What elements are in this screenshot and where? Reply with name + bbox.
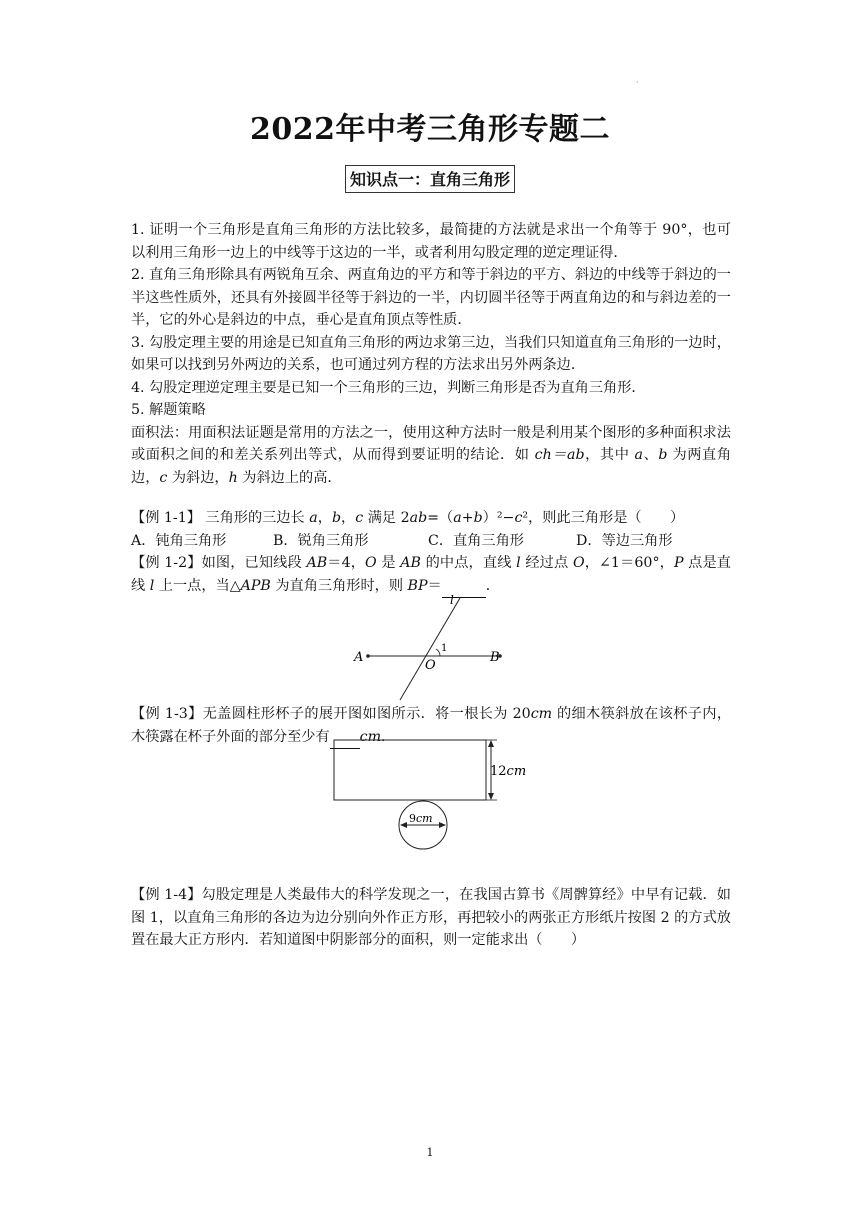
- label-angle-1: 1: [441, 643, 448, 654]
- section-heading: 知识点一：直角三角形: [345, 165, 515, 193]
- page-title: 2022年中考三角形专题二: [250, 112, 610, 147]
- option-d: D．等边三角形: [576, 532, 673, 549]
- example-1-2: 【例 1-2】如图，已知线段 AB＝4，O 是 AB 的中点，直线 l 经过点 O，∠1＝60°，P 点是直线 l 上一点，当△APB 为直角三角形时，则 BP＝ ．: [131, 552, 731, 598]
- example-1-1: 【例 1-1】 三角形的三边长 a，b，c 满足 2ab=（a+b）²−c²，则此三角形是（ ）: [131, 510, 685, 526]
- label-b: B: [490, 650, 500, 665]
- line-l: [400, 598, 460, 700]
- net-rectangle: [334, 740, 486, 800]
- example-1-4: 【例 1-4】勾股定理是人类最伟大的科学发现之一，在我国古算书《周髀算经》中早有记载．如图 1，以直角三角形的各边为边分别向外作正方形，再把较小的两张正方形纸片按图 2 的方式放置在最大正方形内．若知道图中阴影部分的面积，则一定能求出（ ）: [131, 887, 731, 948]
- figure-cylinder-net: [325, 735, 545, 855]
- knowledge-item-1: 1. 证明一个三角形是直角三角形的方法比较多，最简捷的方法就是求出一个角等于 90°，也可以利用三角形一边上的中线等于这边的一半，或者利用勾股定理的逆定理证得．: [131, 222, 731, 261]
- examples-block-1: [131, 507, 731, 598]
- example-1-3: 【例 1-3】无盖圆柱形杯子的展开图如图所示．将一根长为 20cm 的细木筷斜放在该杯子内，木筷露在杯子外面的部分至少有 cm．: [131, 703, 731, 749]
- figure-line-ab: [350, 590, 520, 702]
- knowledge-item-3: 3. 勾股定理主要的用途是已知直角三角形的两边求第三边，当我们只知道直角三角形的一边时，如果可以找到另外两边的关系，也可通过列方程的方法求出另外两条边．: [131, 334, 731, 373]
- label-l: l: [450, 593, 454, 607]
- height-label: 12cm: [490, 764, 527, 779]
- knowledge-item-4: 4. 勾股定理逆定理主要是已知一个三角形的三边，判断三角形是否为直角三角形．: [131, 379, 646, 396]
- label-o: O: [425, 658, 436, 673]
- option-b: B．锐角三角形: [273, 532, 369, 549]
- label-a: A: [354, 650, 364, 665]
- knowledge-points: [131, 219, 731, 489]
- knowledge-item-2: 2. 直角三角形除具有两锐角互余、两直角边的平方和等于斜边的平方、斜边的中线等于斜边的一半这些性质外，还具有外接圆半径等于斜边的一半，内切圆半径等于两直角边的和与斜边差的一半，它的外心是斜边的中点，垂心是直角顶点等性质．: [131, 267, 731, 328]
- diameter-label: 9cm: [409, 812, 433, 825]
- corner-dot: ·: [636, 78, 639, 87]
- point-a: [366, 654, 370, 658]
- knowledge-item-5: 5. 解题策略: [131, 402, 206, 418]
- angle-arc: [436, 649, 440, 656]
- option-c: C．直角三角形: [428, 532, 524, 549]
- page-number: 1: [426, 1146, 434, 1159]
- example-1-1-options: [131, 530, 731, 553]
- option-a: A．钝角三角形: [131, 532, 227, 549]
- area-method-paragraph: 面积法：用面积法证题是常用的方法之一，使用这种方法时一般是利用某个图形的多种面积求法或面积之间的和差关系列出等式，从而得到要证明的结论．如 ch＝ab，其中 a、b 为两直角边，c 为斜边，h 为斜边上的高．: [131, 424, 732, 486]
